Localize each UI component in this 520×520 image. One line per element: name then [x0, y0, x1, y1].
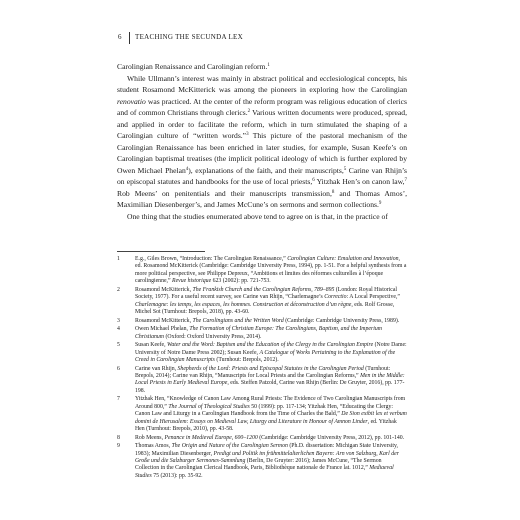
running-title: TEACHING THE SECUNDA LEX	[135, 33, 243, 41]
footnote-number: 2	[117, 286, 120, 293]
footnote-number: 5	[117, 342, 120, 349]
footnote-divider	[117, 251, 205, 252]
italic-text: Penance in Medieval Europe, 600–1200	[164, 434, 258, 441]
footnote-number: 6	[117, 365, 120, 372]
italic-text: Mediaeval Studies	[135, 465, 394, 479]
footnote-ref: 7	[404, 178, 408, 183]
paragraph	[117, 73, 407, 211]
italic-text: A Catalogue of Works Pertaining to the Explanation of the Creed in Carolingian Manuscripts	[135, 349, 396, 364]
footnote-ref: 3	[246, 132, 249, 137]
text-run: and Thomas Amos’, Maximilian Diesenberger’s, and James McCune’s on sermons and sermon collections.	[117, 188, 408, 209]
footnote	[117, 256, 407, 286]
text-run: Rob Meens’ on penitentials and their manuscripts transmission,	[117, 188, 332, 198]
footnote-ref: 9	[378, 201, 382, 206]
footnote	[117, 287, 407, 317]
text-run: 623 (2002): pp. 721-753.	[211, 278, 271, 285]
paragraph	[117, 61, 407, 73]
text-run: (Cambridge: Cambridge University Press, 2012), pp. 101-140.	[257, 434, 405, 441]
footnote	[117, 443, 407, 480]
italic-text: Shepherds of the Lord: Priests and Episcopal Statutes in the Carolingian Period	[177, 365, 364, 372]
text-run: Various written documents were produced, spread, and applied in order to facilitate the reform, which in turn stimulated the shaping of a Carolingian culture of “written words.”	[117, 108, 407, 140]
italic-text: Predigt und Politik im frühmittelalterlichen Bayern: Arn von Salzburg, Karl der Große und die Salzburger Sermones-Sammlung	[135, 450, 399, 465]
footnote-number: 7	[117, 396, 120, 403]
text-run: ), explanations of the faith, and their manuscripts,	[188, 165, 344, 175]
paragraph	[117, 211, 407, 223]
text-run: Rosamond McKitterick,	[135, 286, 193, 293]
footnote	[117, 318, 407, 325]
footnote-number: 4	[117, 326, 120, 333]
body-text	[117, 61, 407, 222]
italic-text: The Origin and Nature of the Carolingian Sermon	[171, 443, 288, 450]
text-run: (Berlin, De Gruyter: 2016); James McCune, “The Sermon Collection in the Carolingian Clerical Handbook, Paris, Bibliothèque nationale de France lat. 1012,”	[135, 458, 382, 472]
text-run: Carolingian Renaissance and Carolingian reform.	[117, 62, 268, 71]
italic-text: The Formation of Christian Europe: The Carolingians, Baptism, and the Imperium Christianum	[135, 326, 382, 340]
italic-text: The Frankish Church and the Carolingian Reforms, 789–895	[192, 286, 335, 293]
footnote-number: 1	[117, 256, 120, 262]
footnote-number: 8	[117, 434, 120, 441]
text-run: Susan Keefe,	[135, 342, 168, 349]
italic-text: Charlemagne: les temps, les espaces, les hommes. Construction et déconstruction d’un règne	[135, 301, 352, 308]
text-run: This picture of the pastoral mechanism of the Carolingian Renaissance has been enriched in later studies, for example, Susan Keefe’s on Carolingian baptismal treatises (the implicit political ideology of which is further explored by Owen Michael Phelan	[117, 131, 407, 175]
footnote-number: 3	[117, 317, 120, 324]
italic-text: renovatio	[117, 96, 146, 106]
text-run: (Oxford: Oxford University Press, 2014).	[164, 333, 262, 340]
text-run: Thomas Amos,	[135, 443, 172, 450]
footnote-ref: 2	[247, 109, 251, 114]
text-run: Rosamond McKitterick,	[135, 317, 193, 324]
text-run: While Ullmann’s interest was mainly in abstract political and ecclesiological concepts, his student Rosamond McKitterick was among the pioneers in exploring how the Carolingian	[117, 73, 407, 94]
text-run: (Turnhout: Brepols, 2012).	[214, 357, 279, 364]
text-run: E.g., Giles Brown, “Introduction: The Carolingian Renaissance,”	[135, 256, 288, 262]
page-number: 6	[118, 33, 122, 41]
italic-text: The Journal of Theological Studies	[168, 403, 250, 410]
text-run: , eds. Rolf Grosse, Michel Sot (Turnhout: Brepols, 2018), pp. 43-60.	[135, 301, 395, 316]
italic-text: Men in the Middle: Local Priests in Early Medieval Europe	[135, 373, 405, 387]
text-run: , eds. Steffen Patzold, Carine van Rhijn (Berlin: De Gruyter, 2016), pp. 177-198.	[135, 380, 405, 394]
text-run: Yitzhak Hen, “Knowledge of Canon Law Among Rural Priests: The Evidence of Two Carolingian Manuscripts from Around 800,”	[135, 396, 406, 410]
footnote-number: 9	[117, 443, 120, 450]
text-run: Carine van Rhijn,	[135, 365, 178, 372]
text-run: Rob Meens,	[135, 434, 165, 441]
footnote-ref: 1	[267, 63, 270, 68]
text-run: (Cambridge: Cambridge University Press, 1989).	[283, 317, 400, 324]
text-run: , ed. Rosamond McKitterick (Cambridge: Cambridge University Press, 1994), pp. 1-51. For a helpful synthesis from a more political perspective, see Philippe Depreux, “Ambitions et limites des réformes culturelles à l’époque carolingienne,”	[135, 256, 407, 285]
footnote	[117, 366, 407, 396]
italic-text: Revue historique	[172, 278, 212, 285]
footnote-ref: 6	[312, 178, 315, 183]
text-run: , ed. Yitzhak Hen (Turnhout: Brepols, 2010), pp. 43-58.	[135, 418, 397, 433]
footnote	[117, 326, 407, 341]
footnotes	[117, 256, 407, 481]
italic-text: Carolingian Culture: Emulation and Innovation	[287, 256, 399, 262]
text-run: Yitzhak Hen’s on canon law,	[314, 177, 405, 186]
footnote	[117, 435, 407, 442]
footnote-ref: 8	[331, 189, 335, 195]
text-run: 75 (2013): pp. 35-92.	[151, 472, 203, 479]
italic-text: The Carolingians and the Written Word	[192, 317, 284, 324]
italic-text: De Sion exibit lex et verbum domini de Hierusalem: Essays on Medieval Law, Liturgy and Literature in Honour of Amnon Linder	[135, 411, 407, 425]
text-run: 50 (1999): pp. 117-134; Yitzhak Hen, “Educating the Clergy: Canon Law and Liturgy in a Carolingian Handbook from the Time of Charles the Bald,”	[135, 403, 394, 418]
text-run: : A Local Perspective,”	[346, 294, 400, 301]
text-run: (Notre Dame: University of Notre Dame Press 2002); Susan Keefe,	[135, 342, 407, 356]
text-run: (Ph.D. dissertation: Michigan State University, 1983); Maximilian Diesenberger,	[135, 443, 398, 457]
text-run: Carine van Rhijn’s on episcopal statutes and handbooks for the use of local priests,	[117, 165, 407, 186]
text-run: Owen Michael Phelan,	[135, 326, 190, 333]
text-run: (Turnhout: Brepols, 2014); Carine van Rhijn, “Manuscripts for Local Priests and the Carolingian Reforms,”	[135, 365, 391, 380]
footnote-ref: 5	[343, 166, 347, 172]
text-run: (London: Royal Historical Society, 1977). For a useful recent survey, see Carine van Rhijn, “Charlemagne’s	[135, 286, 398, 301]
footnote	[117, 396, 407, 433]
italic-text: Correctio	[324, 294, 347, 301]
header-divider	[129, 32, 130, 44]
text-run: was practiced. At the center of the reform program was religious education of clerics and of common Christians through clerics.	[117, 96, 407, 117]
italic-text: Water and the Word: Baptism and the Education of the Clergy in the Carolingian Empire	[167, 342, 374, 349]
text-run: One thing that the studies enumerated above tend to agree on is that, in the practice of	[127, 211, 388, 221]
footnote	[117, 342, 407, 364]
running-header	[118, 33, 418, 45]
footnote-ref: 4	[185, 166, 189, 172]
